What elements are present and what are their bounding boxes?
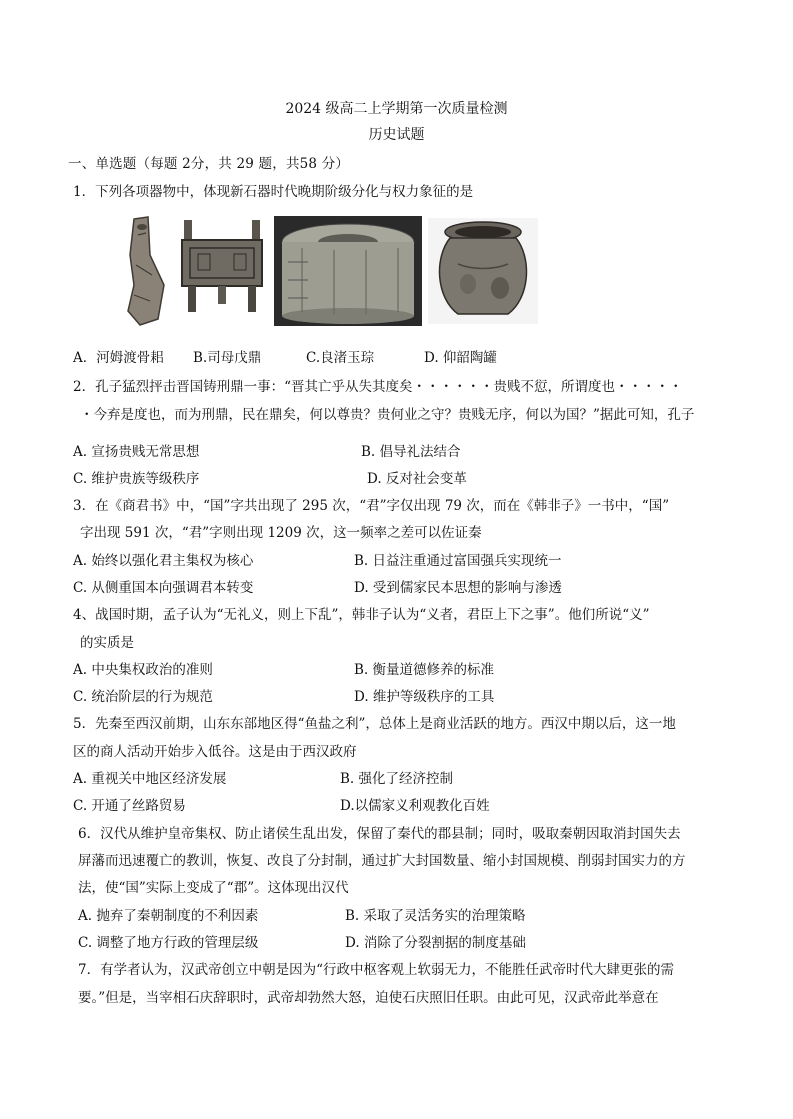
simuwu-ding-image: [178, 218, 266, 314]
question-5-option-c[interactable]: C. 开通了丝路贸易: [73, 798, 186, 814]
question-3-option-a[interactable]: A. 始终以强化君主集权为核心: [73, 553, 254, 569]
exam-subtitle: 历史试题: [368, 127, 425, 143]
question-4-option-b[interactable]: B. 衡量道德修养的标准: [354, 662, 495, 678]
question-3-option-d[interactable]: D. 受到儒家民本思想的影响与渗透: [354, 580, 562, 596]
question-6-option-d[interactable]: D. 消除了分裂割据的制度基础: [345, 935, 526, 951]
liangzhu-cong-image: [274, 216, 422, 326]
bone-spade-image: [120, 215, 172, 327]
question-2-stem-line-1: 2．孔子猛烈抨击晋国铸刑鼎一事：“晋其亡乎从失其度矣・・・・・・贵贱不愆，所谓度也・・・・・: [73, 379, 683, 395]
exam-title: 2024 级高二上学期第一次质量检测: [285, 101, 508, 117]
question-2-option-c[interactable]: C. 维护贵族等级秩序: [73, 471, 200, 487]
question-5-stem-line-1: 5．先秦至西汉前期，山东东部地区得“鱼盐之利”，总体上是商业活跃的地方。西汉中期以后，这一地: [73, 716, 676, 732]
question-2-option-b[interactable]: B. 倡导礼法结合: [361, 444, 461, 460]
question-7-stem-line-1: 7．有学者认为，汉武帝创立中朝是因为“行政中枢客观上软弱无力，不能胜任武帝时代大肆更张的需: [78, 962, 674, 978]
question-1-option-b[interactable]: B.司母戊鼎: [193, 350, 262, 366]
question-4-option-a[interactable]: A. 中央集权政治的准则: [73, 662, 213, 678]
question-2-option-d[interactable]: D. 反对社会变革: [367, 471, 467, 487]
yangshao-pottery-jar-image: [428, 218, 538, 324]
question-6-stem-line-1: 6．汉代从维护皇帝集权、防止诸侯生乱出发，保留了秦代的郡县制；同时，吸取秦朝因取消封国失去: [78, 826, 681, 842]
question-5-option-b[interactable]: B. 强化了经济控制: [340, 771, 454, 787]
question-1-option-a[interactable]: A．河姆渡骨耜: [73, 350, 164, 366]
question-5-stem-line-2: 区的商人活动开始步入低谷。这是由于西汉政府: [73, 744, 357, 760]
question-6-option-a[interactable]: A. 抛弃了秦朝制度的不利因素: [78, 908, 259, 924]
question-6-stem-line-2: 屏藩而迅速覆亡的教训，恢复、改良了分封制，通过扩大封国数量、缩小封国规模、削弱封国实力的方: [78, 853, 686, 869]
question-7-stem-line-2: 要。”但是，当宰相石庆辞职时，武帝却勃然大怒，迫使石庆照旧任职。由此可见，汉武帝此举意在: [78, 990, 659, 1006]
question-1-option-d[interactable]: D. 仰韶陶罐: [424, 350, 497, 366]
question-6-stem-line-3: 法，使“国”实际上变成了“郡”。这体现出汉代: [78, 880, 349, 896]
question-4-option-d[interactable]: D. 维护等级秩序的工具: [354, 689, 495, 705]
question-5-option-d[interactable]: D.以儒家义利观教化百姓: [340, 798, 490, 814]
section-heading: 一、单选题（每题 2分，共 29 题，共58 分）: [68, 156, 350, 172]
question-5-option-a[interactable]: A. 重视关中地区经济发展: [73, 771, 227, 787]
question-1-stem: 1．下列各项器物中，体现新石器时代晚期阶级分化与权力象征的是: [73, 184, 474, 200]
question-6-option-c[interactable]: C. 调整了地方行政的管理层级: [78, 935, 259, 951]
question-3-option-b[interactable]: B. 日益注重通过富国强兵实现统一: [354, 553, 562, 569]
question-3-option-c[interactable]: C. 从侧重国本向强调君本转变: [73, 580, 254, 596]
question-2-option-a[interactable]: A. 宣扬贵贱无常思想: [73, 444, 200, 460]
question-6-option-b[interactable]: B. 采取了灵活务实的治理策略: [345, 908, 526, 924]
question-4-stem-line-1: 4、战国时期，孟子认为“无礼义，则上下乱”，韩非子认为“义者，君臣上下之事”。他们所说“义”: [73, 607, 650, 623]
question-3-stem-line-2: 字出现 591 次，“君”字则出现 1209 次，这一频率之差可以佐证秦: [80, 525, 482, 541]
question-1-option-c[interactable]: C.良渚玉琮: [306, 350, 375, 366]
question-2-stem-line-2: ・今弃是度也，而为刑鼎，民在鼎矣，何以尊贵？贵何业之守？贵贱无序，何以为国？”据此可知，孔子: [80, 407, 695, 423]
question-4-option-c[interactable]: C. 统治阶层的行为规范: [73, 689, 213, 705]
question-4-stem-line-2: 的实质是: [80, 635, 134, 651]
question-3-stem-line-1: 3．在《商君书》中，“国”字共出现了 295 次，“君”字仅出现 79 次，而在《韩非子》一书中，“国”: [73, 498, 670, 514]
